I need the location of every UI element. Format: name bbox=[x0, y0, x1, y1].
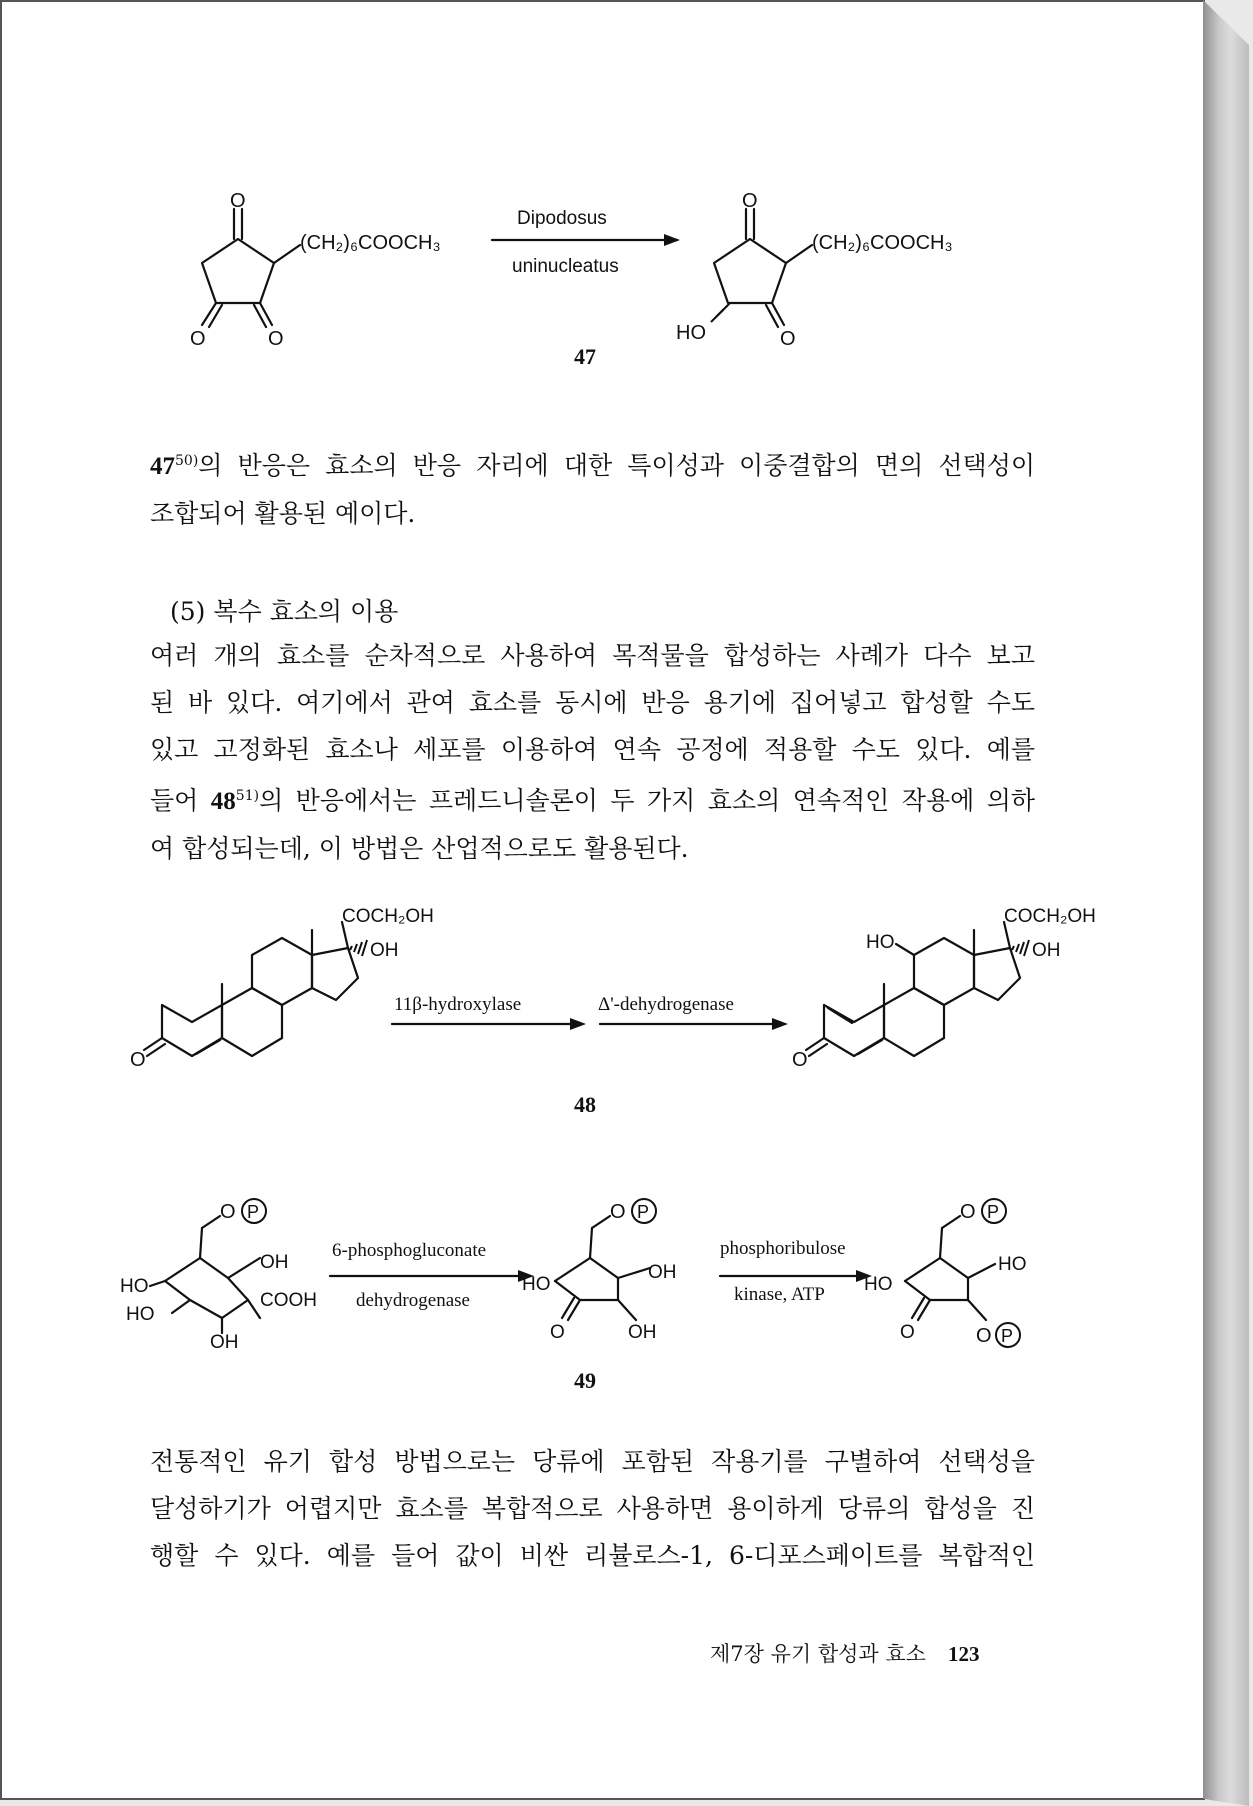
hydroxyl-label: HO bbox=[522, 1274, 551, 1295]
paragraph-2-line-2: 된 바 있다. 여기에서 관여 효소를 동시에 반응 용기에 집어넣고 합성할 수도 bbox=[150, 688, 1035, 717]
reactant-47 bbox=[190, 190, 441, 350]
enzyme-1-label-line2: dehydrogenase bbox=[356, 1290, 470, 1311]
oxygen-label: O bbox=[780, 328, 796, 350]
oxygen-label: O bbox=[976, 1325, 992, 1347]
hydroxyl-label: OH bbox=[628, 1322, 657, 1343]
hydroxyl-label: HO bbox=[864, 1274, 893, 1295]
substituent-label: (CH₂)₆COOCH₃ bbox=[812, 232, 953, 254]
page-stack-edge bbox=[1203, 0, 1249, 1806]
section-heading: (5) 복수 효소의 이용 bbox=[170, 597, 399, 626]
product-47 bbox=[676, 190, 953, 350]
hydroxyl-label: HO bbox=[866, 932, 895, 953]
oxygen-label: O bbox=[792, 1049, 808, 1071]
oxygen-label: O bbox=[220, 1201, 236, 1223]
hydroxyl-label: OH bbox=[1032, 940, 1061, 961]
reactant-49 bbox=[120, 1199, 317, 1353]
hydroxyl-label: HO bbox=[676, 322, 706, 344]
paragraph-2-line-4: 들어 48$^{51)}$의 반응에서는 프레드니솔론이 두 가지 효소의 연속적인 작용에 의하 bbox=[150, 786, 1036, 815]
page-number: 123 bbox=[947, 1642, 980, 1666]
oxygen-label: O bbox=[610, 1201, 626, 1223]
hydroxyl-label: OH bbox=[370, 940, 399, 961]
reaction-arrow-47 bbox=[492, 208, 680, 277]
hydroxyl-label: HO bbox=[126, 1304, 155, 1325]
enzyme-2-label: Δ'-dehydrogenase bbox=[598, 994, 734, 1015]
compound-number-48: 48 bbox=[574, 1092, 596, 1117]
substituent-label: (CH₂)₆COOCH₃ bbox=[300, 232, 441, 254]
organism-name-line1: Dipodosus bbox=[517, 208, 607, 229]
paragraph-1-line-2: 조합되어 활용된 예이다. bbox=[150, 499, 416, 528]
oxygen-label: O bbox=[190, 328, 206, 350]
paragraph-1-line-1: 47$^{50)}$의 반응은 효소의 반응 자리에 대한 특이성과 이중결합의 면의 선택성이 bbox=[150, 451, 1035, 480]
hydroxyl-label: OH bbox=[210, 1332, 239, 1353]
enzyme-1-label: 11β-hydroxylase bbox=[394, 994, 522, 1015]
hydroxyl-label: OH bbox=[260, 1252, 289, 1273]
organism-name-line2: uninucleatus bbox=[512, 256, 619, 277]
hydroxyl-label: HO bbox=[120, 1276, 149, 1297]
compound-number-47: 47 bbox=[574, 344, 596, 369]
paragraph-2-line-1: 여러 개의 효소를 순차적으로 사용하여 목적물을 합성하는 사례가 다수 보고 bbox=[150, 641, 1035, 670]
phosphate-icon: P bbox=[987, 1202, 1000, 1222]
side-chain-label: COCH₂OH bbox=[342, 906, 434, 927]
scheme-48 bbox=[130, 906, 1096, 1122]
chapter-title: 제7장 유기 합성과 효소 bbox=[710, 1642, 926, 1666]
reactant-48 bbox=[130, 906, 434, 1071]
phosphate-icon: P bbox=[637, 1202, 650, 1222]
phosphate-icon: P bbox=[247, 1202, 260, 1222]
page-footer bbox=[710, 1638, 979, 1668]
hydroxyl-label: HO bbox=[998, 1254, 1027, 1275]
oxygen-label: O bbox=[900, 1322, 915, 1343]
paragraph-2-line-3: 있고 고정화된 효소나 세포를 이용하여 연속 공정에 적용할 수도 있다. 예를 bbox=[150, 735, 1035, 764]
reaction-arrow-48a bbox=[392, 994, 586, 1030]
oxygen-label: O bbox=[960, 1201, 976, 1223]
oxygen-label: O bbox=[268, 328, 284, 350]
carboxyl-label: COOH bbox=[260, 1290, 317, 1311]
intermediate-49 bbox=[522, 1199, 677, 1343]
enzyme-2-label-line2: kinase, ATP bbox=[734, 1284, 825, 1305]
paragraph-2-line-5: 여 합성되는데, 이 방법은 산업적으로도 활용된다. bbox=[150, 834, 689, 863]
scheme-49 bbox=[120, 1198, 1080, 1368]
phosphate-icon: P bbox=[1001, 1326, 1014, 1346]
reaction-arrow-49a bbox=[330, 1240, 534, 1311]
paragraph-3 bbox=[150, 1438, 1035, 1579]
reaction-arrow-49b bbox=[720, 1238, 872, 1305]
product-48 bbox=[792, 906, 1096, 1071]
side-chain-label: COCH₂OH bbox=[1004, 906, 1096, 927]
paragraph-3-line-1: 전통적인 유기 합성 방법으로는 당류에 포함된 작용기를 구별하여 선택성을 bbox=[150, 1447, 1035, 1476]
oxygen-label: O bbox=[230, 190, 246, 212]
scheme-47 bbox=[172, 187, 972, 387]
oxygen-label: O bbox=[130, 1049, 146, 1071]
hydroxyl-label: OH bbox=[648, 1262, 677, 1283]
paragraph-1 bbox=[150, 438, 1035, 537]
reaction-arrow-48b bbox=[598, 994, 788, 1030]
compound-number-49: 49 bbox=[574, 1368, 596, 1393]
paragraph-3-line-2: 달성하기가 어렵지만 효소를 복합적으로 사용하면 용이하게 당류의 합성을 진 bbox=[150, 1494, 1035, 1523]
enzyme-1-label-line1: 6-phosphogluconate bbox=[332, 1240, 487, 1261]
oxygen-label: O bbox=[742, 190, 758, 212]
enzyme-2-label-line1: phosphoribulose bbox=[720, 1238, 846, 1259]
paragraph-2 bbox=[150, 632, 1035, 872]
paragraph-3-line-3: 행할 수 있다. 예를 들어 값이 비싼 리뷸로스-1, 6-디포스페이트를 복합적인 bbox=[150, 1541, 1035, 1570]
product-49 bbox=[864, 1199, 1027, 1347]
oxygen-label: O bbox=[550, 1322, 565, 1343]
